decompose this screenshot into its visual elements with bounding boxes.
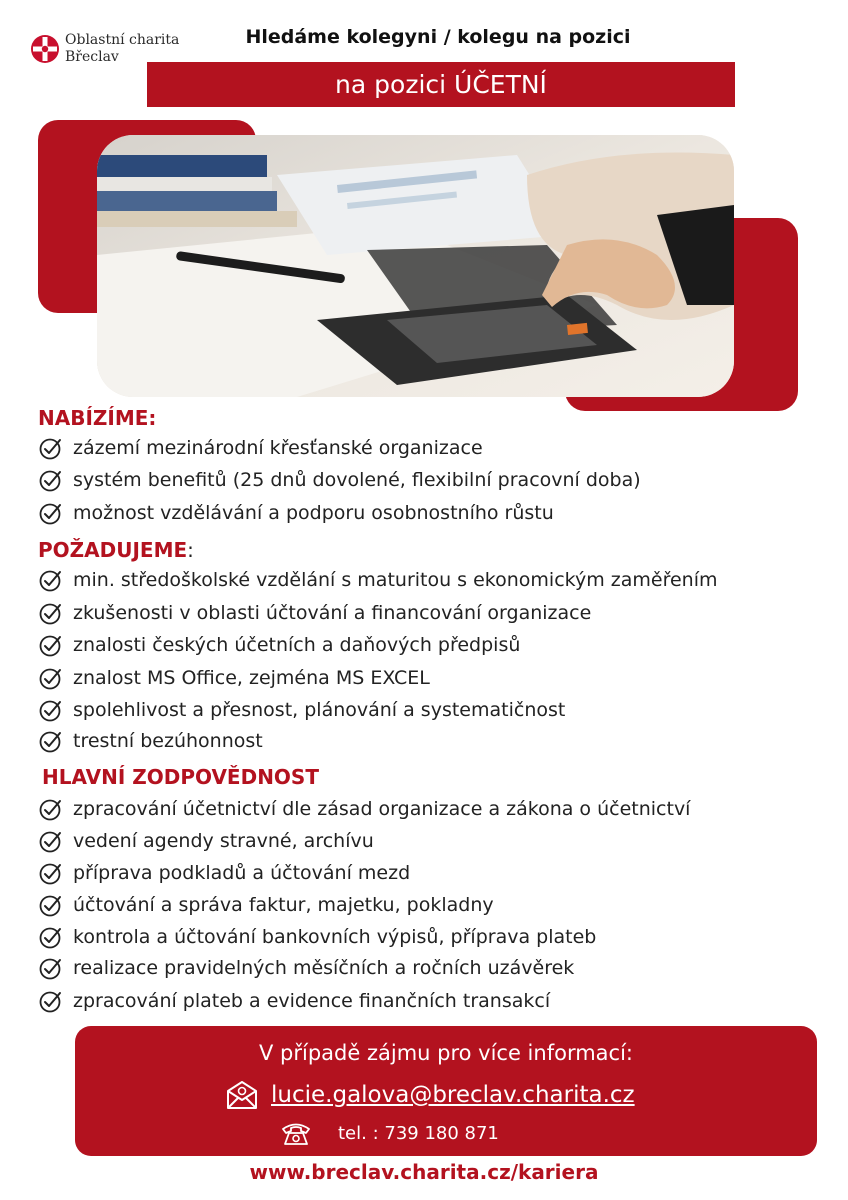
requirement-item	[38, 630, 520, 660]
responsibility-item	[38, 922, 596, 952]
position-banner: na pozici ÚČETNÍ	[147, 62, 735, 107]
email-icon	[225, 1079, 259, 1111]
offer-item	[38, 465, 641, 495]
responsibility-item	[38, 826, 374, 856]
responsibilities-title: HLAVNÍ ZODPOVĚDNOST	[42, 765, 319, 789]
requirement-item	[38, 565, 718, 595]
check-circle-icon	[38, 924, 64, 950]
offer-item-text: systém benefitů (25 dnů dovolené, flexibilní pracovní doba)	[73, 469, 641, 491]
requirement-item-text: znalost MS Office, zejména MS EXCEL	[73, 667, 430, 689]
check-circle-icon	[38, 567, 64, 593]
responsibility-item-text: účtování a správa faktur, majetku, pokladny	[73, 894, 494, 916]
responsibility-item	[38, 890, 494, 920]
check-circle-icon	[38, 500, 64, 526]
requirement-item	[38, 726, 263, 756]
responsibility-item-text: zpracování plateb a evidence finančních transakcí	[73, 990, 551, 1012]
check-circle-icon	[38, 435, 64, 461]
check-circle-icon	[38, 697, 64, 723]
logo-line-2: Břeclav	[65, 49, 119, 65]
check-circle-icon	[38, 988, 64, 1014]
contact-title: V případě zájmu pro více informací:	[259, 1041, 633, 1065]
requirement-item	[38, 663, 430, 693]
check-circle-icon	[38, 600, 64, 626]
phone-row	[280, 1116, 499, 1150]
responsibility-item-text: kontrola a účtování bankovních výpisů, příprava plateb	[73, 926, 597, 948]
logo-line-1: Oblastní charita	[65, 32, 180, 48]
responsibility-item-text: příprava podkladů a účtování mezd	[73, 862, 411, 884]
phone-icon	[280, 1120, 312, 1146]
requirement-item-text: trestní bezúhonnost	[73, 730, 263, 752]
offer-item	[38, 498, 554, 528]
offer-item-text: možnost vzdělávání a podporu osobnostního růstu	[73, 502, 554, 524]
responsibility-item	[38, 794, 690, 824]
responsibility-item	[38, 953, 574, 983]
check-circle-icon	[38, 665, 64, 691]
requirements-title-colon: :	[187, 538, 194, 562]
check-circle-icon	[38, 828, 64, 854]
check-circle-icon	[38, 955, 64, 981]
calculator-photo	[97, 135, 734, 397]
responsibility-item	[38, 986, 550, 1016]
check-circle-icon	[38, 892, 64, 918]
email-row	[225, 1076, 635, 1114]
career-url[interactable]: www.breclav.charita.cz/kariera	[249, 1160, 599, 1184]
requirement-item-text: min. středoškolské vzdělání s maturitou s ekonomickým zaměřením	[73, 569, 718, 591]
requirements-title-text: POŽADUJEME	[38, 538, 188, 562]
contact-box	[75, 1026, 817, 1156]
headline: Hledáme kolegyni / kolegu na pozici	[245, 26, 631, 48]
offer-item	[38, 433, 483, 463]
offer-title: NABÍZÍME:	[38, 406, 157, 430]
responsibility-item-text: zpracování účetnictví dle zásad organizace a zákona o účetnictví	[73, 798, 691, 820]
offer-item-text: zázemí mezinárodní křesťanské organizace	[73, 437, 483, 459]
requirement-item	[38, 695, 565, 725]
requirement-item-text: znalosti českých účetních a daňových předpisů	[73, 634, 521, 656]
check-circle-icon	[38, 796, 64, 822]
requirement-item	[38, 598, 591, 628]
check-circle-icon	[38, 860, 64, 886]
check-circle-icon	[38, 467, 64, 493]
responsibility-item-text: vedení agendy stravné, archívu	[73, 830, 374, 852]
check-circle-icon	[38, 632, 64, 658]
email-link[interactable]: lucie.galova@breclav.charita.cz	[271, 1082, 635, 1108]
check-circle-icon	[38, 728, 64, 754]
requirements-title	[38, 538, 194, 562]
phone-number: tel. : 739 180 871	[338, 1122, 499, 1144]
requirement-item-text: zkušenosti v oblasti účtování a financování organizace	[73, 602, 592, 624]
requirement-item-text: spolehlivost a přesnost, plánování a systematičnost	[73, 699, 566, 721]
responsibility-item	[38, 858, 410, 888]
charita-cross-icon	[30, 34, 60, 64]
responsibility-item-text: realizace pravidelných měsíčních a ročních uzávěrek	[73, 957, 575, 979]
